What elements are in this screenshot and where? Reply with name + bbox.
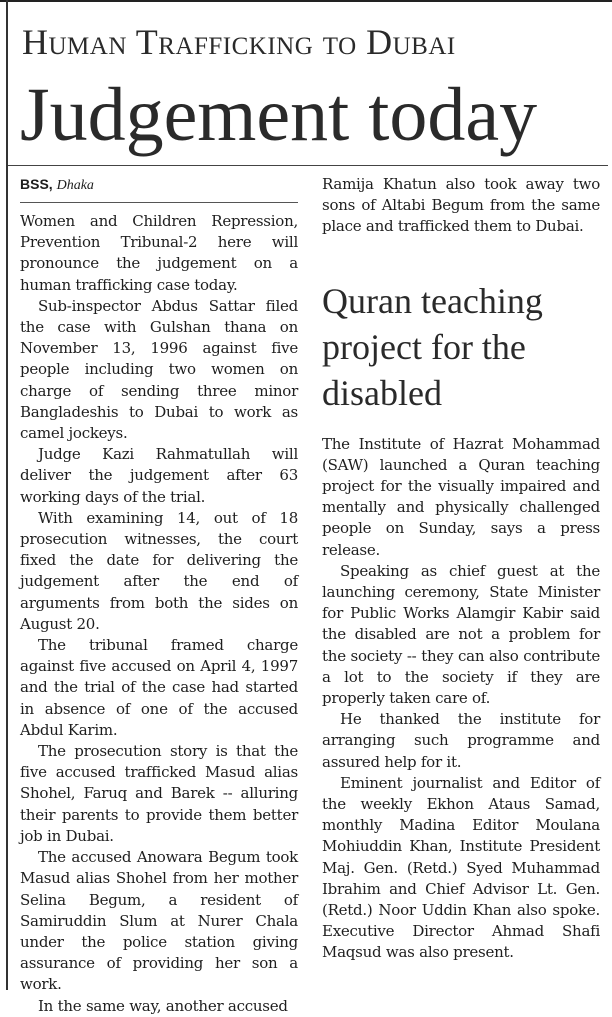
story2-paragraph: The Institute of Hazrat Mohammad (SAW) launched a Quran teaching project for the visually impaired and mentally and physically challenged people on Sunday, says a press release. xyxy=(322,434,600,559)
story-paragraph: Judge Kazi Rahmatullah will deliver the judgement after 63 working days of the trial. xyxy=(20,445,298,506)
headline: Judgement today xyxy=(20,73,538,157)
story2-paragraph: Speaking as chief guest at the launching ceremony, State Minister for Public Works Alamgir Kabir said the disabled are not a problem for the society -- they can also contribute a lot to the society if they are properly taken care of. xyxy=(322,561,600,708)
story-paragraph: With examining 14, out of 18 prosecution witnesses, the court fixed the date for delivering the judgement after the end of arguments from both the sides on August 20. xyxy=(20,508,298,633)
story-paragraph: The prosecution story is that the five accused trafficked Masud alias Shohel, Faruq and Barek -- alluring their parents to provide them better job in Dubai. xyxy=(20,742,298,845)
story-paragraph-continued: Ramija Khatun also took away two sons of Altabi Begum from the same place and trafficked them to Dubai. xyxy=(322,175,600,236)
kicker: Human Trafficking to Dubai xyxy=(22,22,456,62)
top-rule xyxy=(0,0,612,2)
story2-title: Quran teaching project for the disabled xyxy=(322,280,543,413)
story-paragraph: The tribunal framed charge against five accused on April 4, 1997 and the trial of the case had started in absence of one of the accused Abdul Karim. xyxy=(20,636,298,739)
byline-agency: BSS, xyxy=(20,176,53,192)
story2-paragraph: He thanked the institute for arranging such programme and assured help for it. xyxy=(322,710,600,771)
column-left xyxy=(20,174,298,1017)
story-paragraph: Women and Children Repression, Prevention Tribunal-2 here will pronounce the judgement on a human trafficking case today. xyxy=(20,212,298,294)
column-right xyxy=(322,174,600,964)
story-paragraph: Sub-inspector Abdus Sattar filed the case with Gulshan thana on November 13, 1996 against five people including two women on charge of sending three minor Bangladeshis to Dubai to work as camel jockeys. xyxy=(20,296,298,443)
story-paragraph: The accused Anowara Begum took Masud alias Shohel from her mother Selina Begum, a resident of Samiruddin Slum at Nurer Chala under the police station giving assurance of providing her son a work. xyxy=(20,848,298,994)
left-column-rule xyxy=(6,0,8,990)
story-paragraph: In the same way, another accused xyxy=(38,996,288,1015)
byline-place: Dhaka xyxy=(56,178,94,193)
story2-paragraph: Eminent journalist and Editor of the weekly Ekhon Ataus Samad, monthly Madina Editor Moulana Mohiuddin Khan, Institute President Maj. Gen. (Retd.) Syed Muhammad Ibrahim and Chief Advisor Lt. Gen. (Retd.) Noor Uddin Khan also spoke. Executive Director Ahmad Shafi Maqsud was also present. xyxy=(322,773,600,962)
byline xyxy=(20,174,298,203)
headline-rule xyxy=(8,165,608,166)
